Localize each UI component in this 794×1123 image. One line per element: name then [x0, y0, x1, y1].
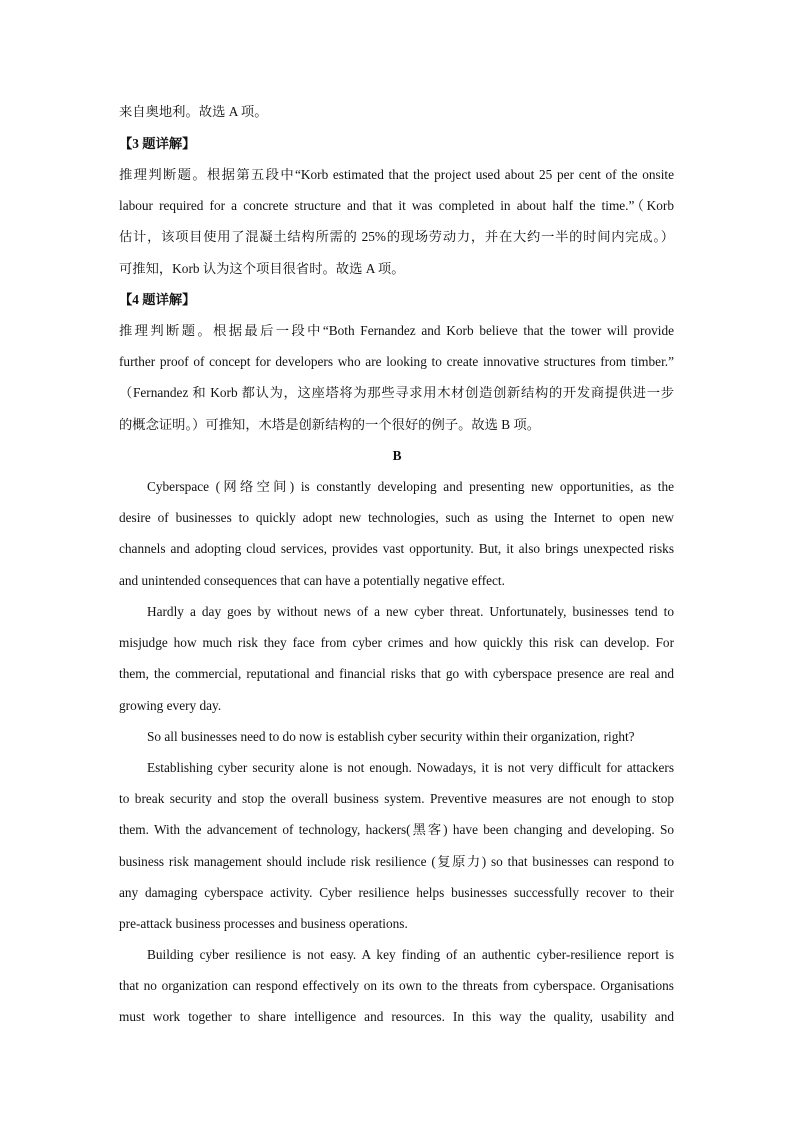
text-line: 可推知，Korb 认为这个项目很省时。故选 A 项。	[119, 260, 405, 276]
text-line: 来自奥地利。故选 A 项。	[119, 104, 268, 119]
passage-paragraph-3	[119, 721, 674, 752]
section-heading: 【4 题详解】	[119, 292, 196, 307]
text-line: Establishing cyber security alone is not enough. Nowadays, it is not very difficult for attackers	[147, 760, 674, 775]
text-line: channels and adopting cloud services, provides vast opportunity. But, it also brings unexpected risks	[119, 541, 674, 557]
text-line: business risk management should include risk resilience (复原力) so that businesses can respond to	[119, 853, 674, 869]
section-b-label: B	[392, 448, 402, 463]
passage-paragraph-2	[119, 596, 674, 721]
text-line: misjudge how much risk they face from cyber crimes and how quickly this risk can develop. For	[119, 635, 674, 651]
text-line: desire of businesses to quickly adopt new technologies, such as using the Internet to open new	[119, 510, 674, 526]
section-heading: 【3 题详解】	[119, 136, 196, 151]
text-line: to break security and stop the overall business system. Preventive measures are not enough to stop	[119, 791, 674, 807]
text-line: and unintended consequences that can have a potentially negative effect.	[119, 572, 505, 588]
text-line: pre-attack business processes and business operations.	[119, 916, 408, 932]
passage-paragraph-1	[119, 471, 674, 596]
text-line: must work together to share intelligence and resources. In this way the quality, usability and	[119, 1009, 674, 1025]
text-line: further proof of concept for developers who are looking to create innovative structures from timber.”	[119, 354, 674, 370]
passage-paragraph-4	[119, 752, 674, 939]
q4-explanation	[119, 315, 674, 440]
text-line: that no organization can respond effectively on its own to the threats from cyberspace. Organisations	[119, 978, 674, 994]
text-line: any damaging cyberspace activity. Cyber resilience helps businesses successfully recover to their	[119, 884, 674, 900]
q3-heading	[119, 128, 674, 159]
text-line: Hardly a day goes by without news of a new cyber threat. Unfortunately, businesses tend to	[147, 604, 674, 619]
text-line: 推理判断题。根据第五段中“Korb estimated that the project used about 25 per cent of the onsite	[119, 167, 674, 182]
text-line: 推理判断题。根据最后一段中“Both Fernandez and Korb believe that the tower will provide	[119, 323, 674, 338]
text-line: Cyberspace (网络空间) is constantly developing and presenting new opportunities, as the	[147, 479, 674, 494]
text-line: them. With the advancement of technology, hackers(黑客) have been changing and developing. So	[119, 822, 674, 838]
text-line: them, the commercial, reputational and financial risks that go with cyberspace presence are real and	[119, 666, 674, 682]
text-line: （Fernandez 和 Korb 都认为，这座塔将为那些寻求用木材创造创新结构的开发商提供进一步	[119, 385, 674, 401]
continuation-text	[119, 96, 674, 127]
text-line: growing every day.	[119, 697, 222, 713]
text-line: labour required for a concrete structure and that it was completed in about half the time.”（Korb	[119, 198, 674, 214]
text-line: 的概念证明。）可推知，木塔是创新结构的一个很好的例子。故选 B 项。	[119, 416, 541, 432]
passage-paragraph-5	[119, 939, 674, 1033]
q4-heading	[119, 284, 674, 315]
text-line: 估计，该项目使用了混凝土结构所需的 25%的现场劳动力，并在大约一半的时间内完成。）	[119, 229, 674, 245]
q3-explanation	[119, 159, 674, 284]
text-line: Building cyber resilience is not easy. A key finding of an authentic cyber-resilience report is	[147, 947, 674, 962]
text-line: So all businesses need to do now is establish cyber security within their organization, right?	[147, 729, 635, 744]
